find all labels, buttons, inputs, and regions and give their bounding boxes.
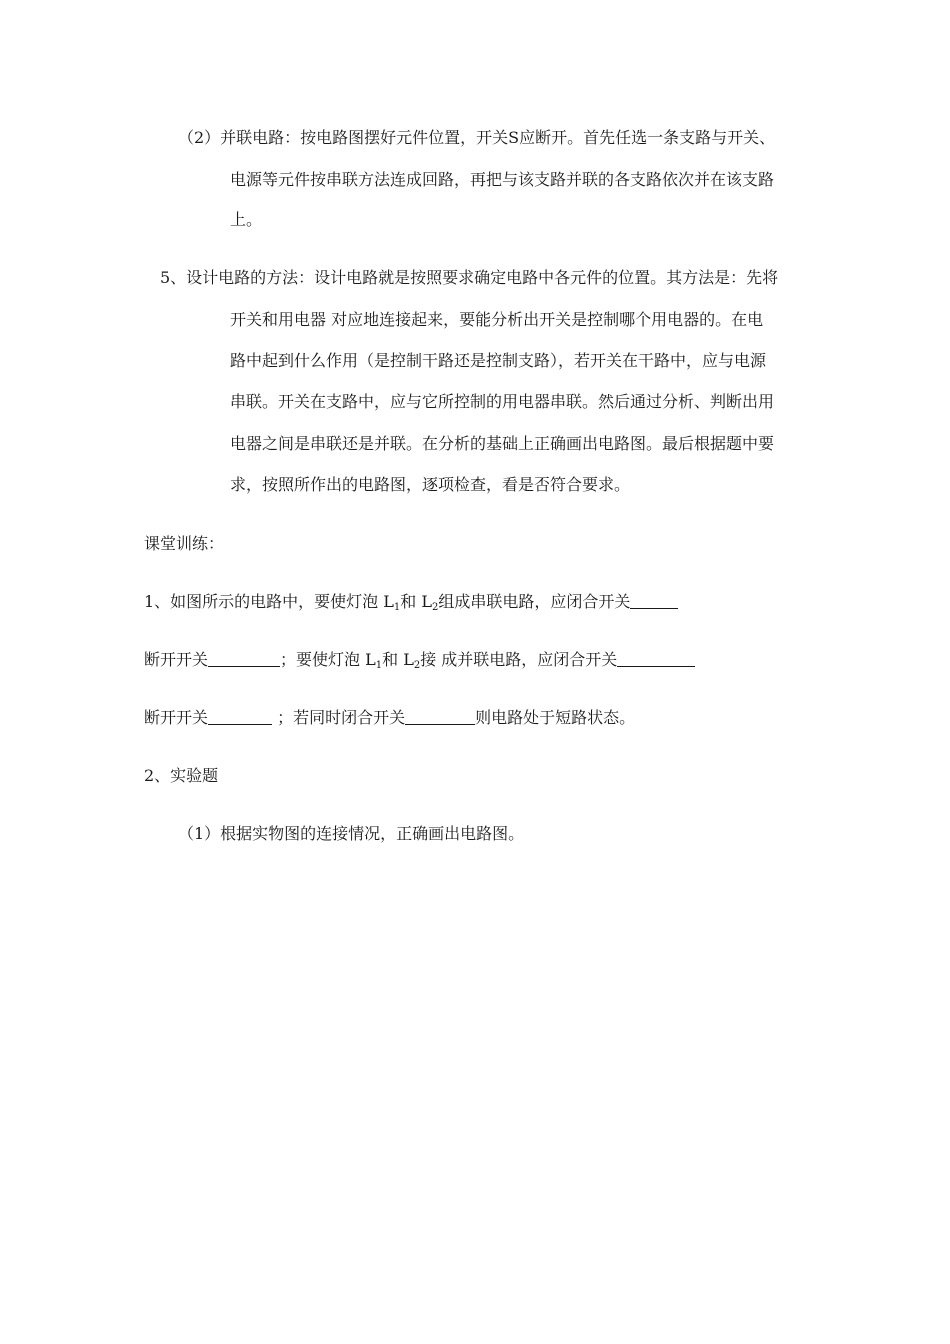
question-2-heading: 2、实验题: [144, 766, 219, 785]
question-1-line-3: [144, 708, 635, 728]
question-2-item-1: （1）根据实物图的连接情况，正确画出电路图。: [178, 824, 525, 843]
paragraph-line: （2）并联电路：按电路图摆好元件位置，开关S应断开。首先任选一条支路与开关、: [178, 128, 776, 147]
subscript: 2: [432, 602, 439, 613]
answer-blank[interactable]: [405, 708, 475, 725]
question-text: ；要使灯泡 L: [280, 650, 376, 669]
paragraph-line: 路中起到什么作用（是控制干路还是控制支路），若开关在干路中，应与电源: [230, 351, 767, 370]
paragraph-line: 电器之间是串联还是并联。在分析的基础上正确画出电路图。最后根据题中要: [230, 434, 775, 453]
question-text: 1、如图所示的电路中，要使灯泡 L: [144, 592, 394, 611]
question-text: 组成串联电路，应闭合开关: [438, 592, 631, 611]
paragraph-line: 5、设计电路的方法：设计电路就是按照要求确定电路中各元件的位置。其方法是：先将: [160, 268, 779, 287]
paragraph-line: 开关和用电器 对应地连接起来，要能分析出开关是控制哪个用电器的。在电: [230, 310, 764, 329]
subscript: 1: [393, 602, 401, 613]
subscript: 2: [413, 660, 421, 671]
paragraph-line: 电源等元件按串联方法连成回路，再把与该支路并联的各支路依次并在该支路: [230, 170, 775, 189]
question-text: 和 L: [400, 592, 432, 611]
answer-blank[interactable]: [630, 592, 678, 609]
question-text: 断开开关: [144, 650, 209, 669]
question-1-line-1: [144, 592, 678, 618]
answer-blank[interactable]: [208, 708, 272, 725]
subscript: 1: [375, 660, 383, 671]
paragraph-line: 求，按照所作出的电路图，逐项检查，看是否符合要求。: [230, 475, 631, 494]
paragraph-line: 上。: [230, 210, 263, 229]
question-1-line-2: [144, 650, 695, 676]
question-text: 接 成并联电路，应闭合开关: [420, 650, 618, 669]
answer-blank[interactable]: [208, 650, 280, 667]
answer-blank[interactable]: [617, 650, 695, 667]
question-text: 和 L: [382, 650, 414, 669]
question-text: 则电路处于短路状态。: [475, 708, 636, 727]
question-text: 断开开关: [144, 708, 209, 727]
question-text: ；若同时闭合开关: [272, 708, 406, 727]
paragraph-line: 串联。开关在支路中，应与它所控制的用电器串联。然后通过分析、判断出用: [230, 392, 775, 411]
section-heading: 课堂训练：: [144, 534, 225, 553]
